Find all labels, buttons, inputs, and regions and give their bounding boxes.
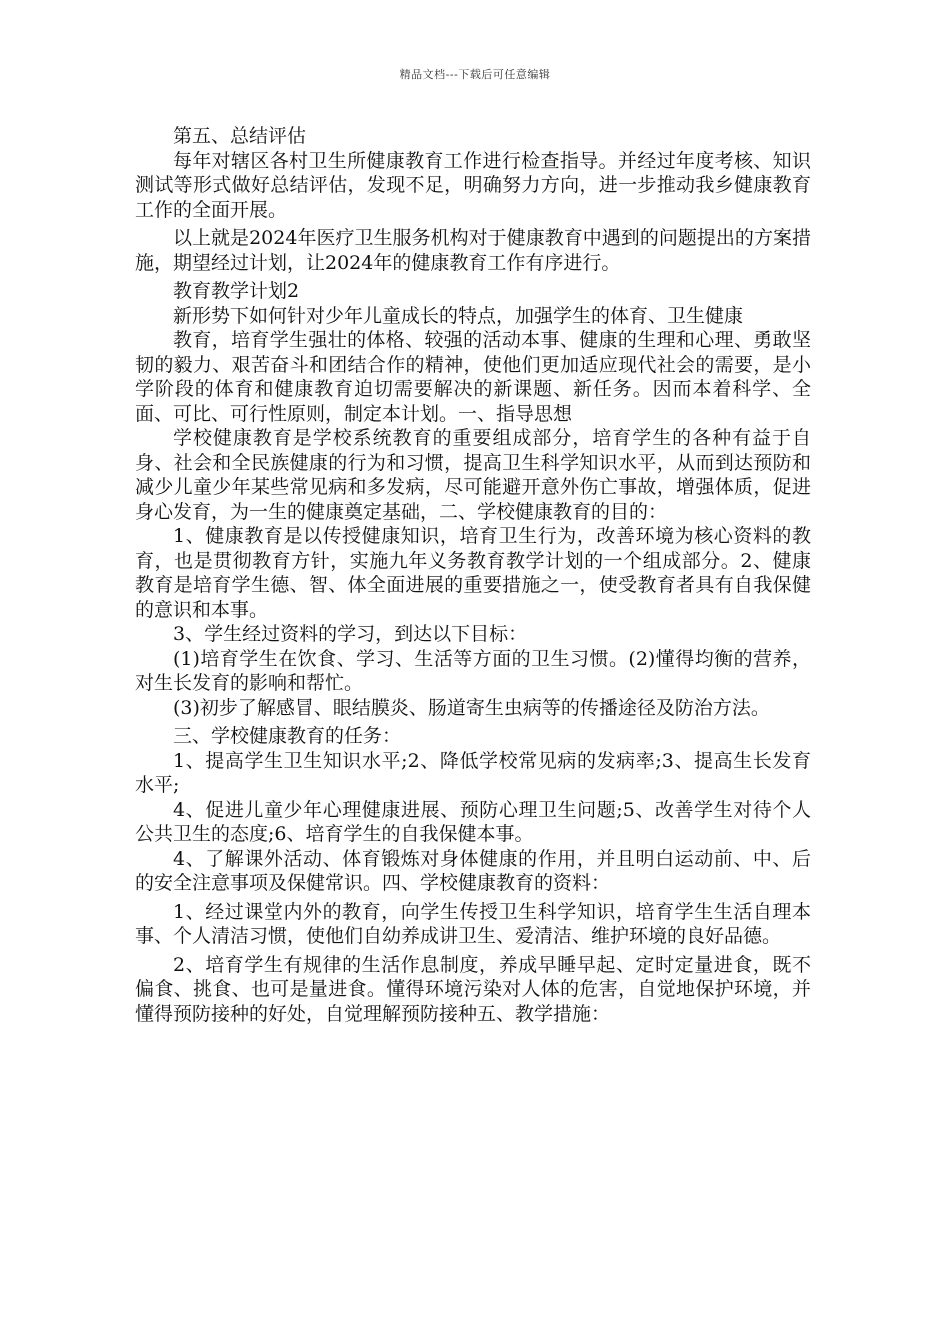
paragraph: 2、培育学生有规律的生活作息制度，养成早睡早起、定时定量进食，既不偏食、挑食、也可是量进食。懂得环境污染对人体的危害，自觉地保护环境，并懂得预防接种的好处，自觉理解预防接种五、教学措施：	[135, 953, 811, 1025]
paragraph: 新形势下如何针对少年儿童成长的特点，加强学生的体育、卫生健康	[173, 304, 744, 327]
paragraph: 4、促进儿童少年心理健康进展、预防心理卫生问题;5、改善学生对待个人公共卫生的态度;6、培育学生的自我保健本事。	[135, 798, 811, 845]
paragraph: 以上就是2024年医疗卫生服务机构对于健康教育中遇到的问题提出的方案措施，期望经过计划，让2024年的健康教育工作有序进行。	[135, 227, 811, 274]
paragraph: 三、学校健康教育的任务：	[173, 725, 402, 747]
paragraph: 学校健康教育是学校系统教育的重要组成部分，培育学生的各种有益于自身、社会和全民族健康的行为和习惯，提高卫生科学知识水平，从而到达预防和减少儿童少年某些常见病和多发病，尽可能避开意外伤亡事故，增强体质，促进身心发育，为一生的健康奠定基础，二、学校健康教育的目的：	[135, 427, 811, 523]
paragraph: 4、了解课外活动、体育锻炼对身体健康的作用，并且明白运动前、中、后的安全注意事项及保健常识。四、学校健康教育的资料：	[135, 847, 811, 894]
paragraph: 1、提高学生卫生知识水平;2、降低学校常见病的发病率;3、提高生长发育水平;	[135, 749, 811, 796]
section-heading: 教育教学计划2	[173, 280, 300, 302]
paragraph: 3、学生经过资料的学习，到达以下目标：	[173, 623, 528, 645]
paragraph: 教育，培育学生强壮的体格、较强的活动本事、健康的生理和心理、勇敢坚韧的毅力、艰苦奋斗和团结合作的精神，使他们更加适应现代社会的需要，是小学阶段的体育和健康教育迫切需要解决的新课题、新任务。因而本着科学、全面、可比、可行性原则，制定本计划。一、指导思想	[135, 329, 811, 425]
page-header: 精品文档---下载后可任意编辑	[399, 68, 551, 81]
paragraph: 1、健康教育是以传授健康知识，培育卫生行为，改善环境为核心资料的教育，也是贯彻教育方针，实施九年义务教育教学计划的一个组成部分。2、健康教育是培育学生德、智、体全面进展的重要措施之一，使受教育者具有自我保健的意识和本事。	[135, 525, 811, 621]
paragraph: (3)初步了解感冒、眼结膜炎、肠道寄生虫病等的传播途径及防治方法。	[173, 696, 770, 719]
document-body	[135, 124, 811, 1026]
paragraph: 每年对辖区各村卫生所健康教育工作进行检查指导。并经过年度考核、知识测试等形式做好总结评估，发现不足，明确努力方向，进一步推动我乡健康教育工作的全面开展。	[135, 149, 811, 221]
paragraph: (1)培育学生在饮食、学习、生活等方面的卫生习惯。(2)懂得均衡的营养，对生长发育的影响和帮忙。	[135, 647, 811, 694]
section-heading: 第五、总结评估	[173, 125, 307, 147]
paragraph: 1、经过课堂内外的教育，向学生传授卫生科学知识，培育学生生活自理本事、个人清洁习惯，使他们自幼养成讲卫生、爱清洁、维护环境的良好品德。	[135, 900, 811, 947]
